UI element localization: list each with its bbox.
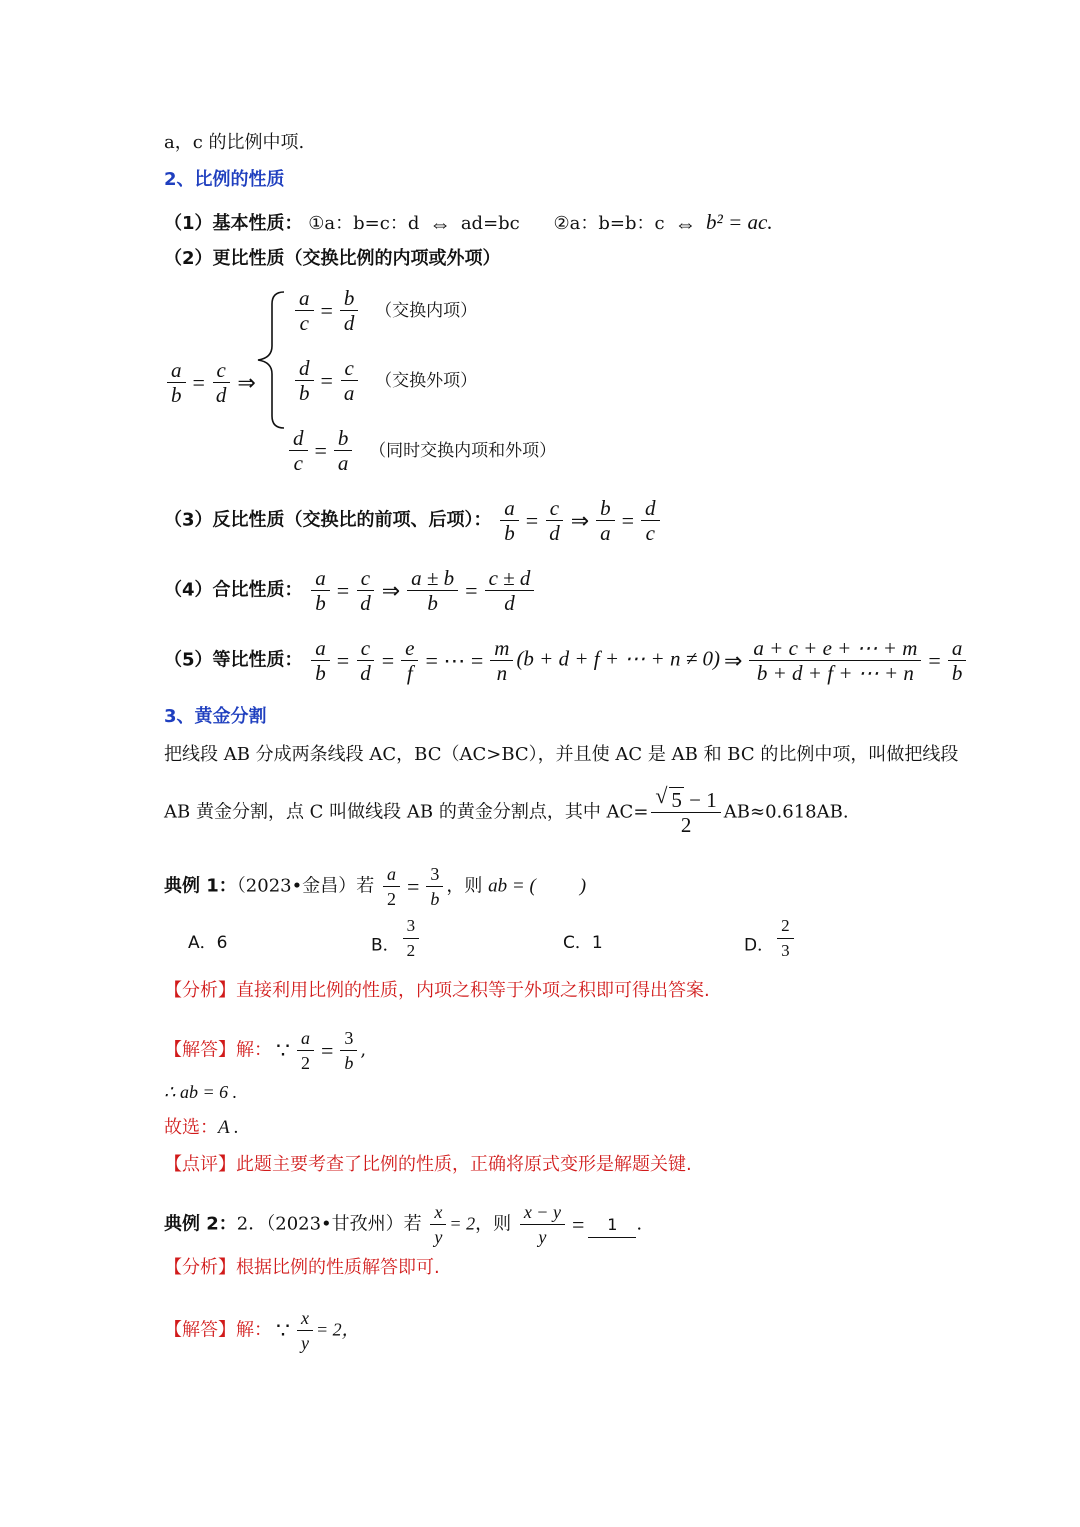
option-d-label: D． <box>744 935 775 956</box>
example-1-comment: 【点评】此题主要考查了比例的性质，正确将原式变形是解题关键. <box>164 1154 692 1175</box>
example-1-step: ∴ ab = 6 . <box>164 1082 238 1102</box>
golden-line-2b: AB≈0.618AB. <box>723 801 849 823</box>
basic-property-a: ①a：b=c：d <box>308 213 420 234</box>
example-2-solution: 【解答】解： ∵ $\frac{x}{y}$ = 2， <box>164 1308 360 1353</box>
example-1-question: 典例 1：（2023•金昌）若 $\frac{a}{2}$ = $\frac{3}{b}$ ，则 ab = ( ) <box>164 864 587 909</box>
intro-line: a，c 的比例中项. <box>164 132 305 153</box>
option-c[interactable]: C．1 <box>563 933 603 953</box>
example-2-analysis: 【分析】根据比例的性质解答即可. <box>164 1257 440 1278</box>
example-1-choice <box>164 1116 239 1140</box>
equal-ratio-label: （5）等比性质： <box>164 649 303 671</box>
brace-icon <box>252 290 288 430</box>
section-2-heading: 2、比例的性质 <box>164 169 285 190</box>
golden-line-2a: AB 黄金分割，点 C 叫做线段 AB 的黄金分割点，其中 AC= <box>164 801 649 823</box>
basic-property-d: b² = ac. <box>706 210 773 234</box>
alternate-both: $\frac{d}{c}$ = $\frac{b}{a}$ （同时交换内项和外项） <box>286 426 556 475</box>
alternate-inner: $\frac{a}{c}$ = $\frac{b}{d}$ （交换内项） <box>292 286 477 335</box>
example-1-source: （2023•金昌）若 <box>236 875 375 897</box>
note-both: （同时交换内项和外项） <box>369 440 557 461</box>
example-2-solution-label: 【解答】解： <box>164 1319 272 1341</box>
iff-symbol-2: ⇔ <box>674 211 697 236</box>
option-a[interactable]: A．6 <box>188 933 228 953</box>
iff-symbol-1: ⇔ <box>429 211 452 236</box>
equal-ratio-property: （5）等比性质： $\frac{a}{b}$ = $\frac{c}{d}$ = $\frac{e}{f}$ = ⋯ = $\frac{m}{n}$ (b + d + f + ⋯ + n ≠ 0) ⇒ $\frac{a + c + e + \cdots + m}{b + d + f + \cdots + n}$ = $\frac{a}{b}$ <box>164 636 969 685</box>
addition-property-label: （4）合比性质： <box>164 579 303 601</box>
inverse-property: （3）反比性质（交换比的前项、后项）： $\frac{a}{b}$ = $\frac{c}{d}$ ⇒ $\frac{b}{a}$ = $\frac{d}{c}$ <box>164 496 663 545</box>
basic-property-b: ad=bc <box>460 213 520 234</box>
example-2-eq2: = 2， <box>316 1319 360 1340</box>
example-2-question: 典例 2：2．（2023•甘孜州）若 $\frac{x}{y}$ = 2，则 $\frac{x - y}{y}$ = 1 . <box>164 1202 643 1247</box>
example-1-then: ，则 <box>446 875 483 897</box>
example-2-then: ，则 <box>475 1213 512 1235</box>
note-outer: （交换外项） <box>375 370 478 391</box>
since-symbol-2: ∵ <box>276 1317 290 1343</box>
basic-property-label: （1）基本性质： <box>164 213 303 234</box>
equal-ratio-condition: (b + d + f + ⋯ + n ≠ 0) <box>516 646 720 671</box>
example-1-choose-value: A . <box>218 1117 239 1138</box>
option-b[interactable]: B． $\frac{3}{2}$ <box>371 928 422 963</box>
alternate-outer: $\frac{d}{b}$ = $\frac{c}{a}$ （交换外项） <box>292 356 477 405</box>
addition-property: （4）合比性质： $\frac{a}{b}$ = $\frac{c}{d}$ ⇒ $\frac{a \pm b}{b}$ = $\frac{c \pm d}{d}$ <box>164 566 537 615</box>
example-1-choose-label: 故选： <box>164 1117 218 1138</box>
answer-blank: 1 <box>588 1213 636 1238</box>
example-1-close: ) <box>579 875 587 897</box>
option-b-label: B． <box>371 935 400 956</box>
example-1-analysis: 【分析】直接利用比例的性质，内项之积等于外项之积即可得出答案. <box>164 980 710 1001</box>
option-d[interactable]: D． $\frac{2}{3}$ <box>744 928 797 963</box>
basic-property <box>164 210 773 236</box>
example-2-eq: = 2 <box>449 1213 476 1234</box>
basic-property-c: ②a：b=b：c <box>553 213 665 234</box>
example-1-expr: ab = ( <box>488 875 536 897</box>
example-1-solution-label: 【解答】解： <box>164 1039 272 1061</box>
alternate-property-label: （2）更比性质（交换比例的内项或外项） <box>164 248 501 269</box>
alternate-base-formula: $\frac{a}{b}$ = $\frac{c}{d}$ ⇒ <box>164 358 260 407</box>
golden-line-2: AB 黄金分割，点 C 叫做线段 AB 的黄金分割点，其中 AC= √ 5 − 1 2 AB≈0.618AB. <box>164 783 849 837</box>
example-1-label: 典例 1： <box>164 875 237 897</box>
example-2-label: 典例 2： <box>164 1213 237 1235</box>
example-2-source: 2．（2023•甘孜州）若 <box>236 1213 422 1235</box>
since-symbol-1: ∵ <box>276 1037 290 1063</box>
example-1-solution: 【解答】解： ∵ $\frac{a}{2}$ = $\frac{3}{b}$ , <box>164 1028 367 1073</box>
golden-line-1: 把线段 AB 分成两条线段 AC，BC（AC>BC），并且使 AC 是 AB 和 BC 的比例中项，叫做把线段 <box>164 744 959 765</box>
section-3-heading: 3、黄金分割 <box>164 706 267 727</box>
inverse-property-label: （3）反比性质（交换比的前项、后项）： <box>164 509 492 531</box>
note-inner: （交换内项） <box>375 300 478 321</box>
